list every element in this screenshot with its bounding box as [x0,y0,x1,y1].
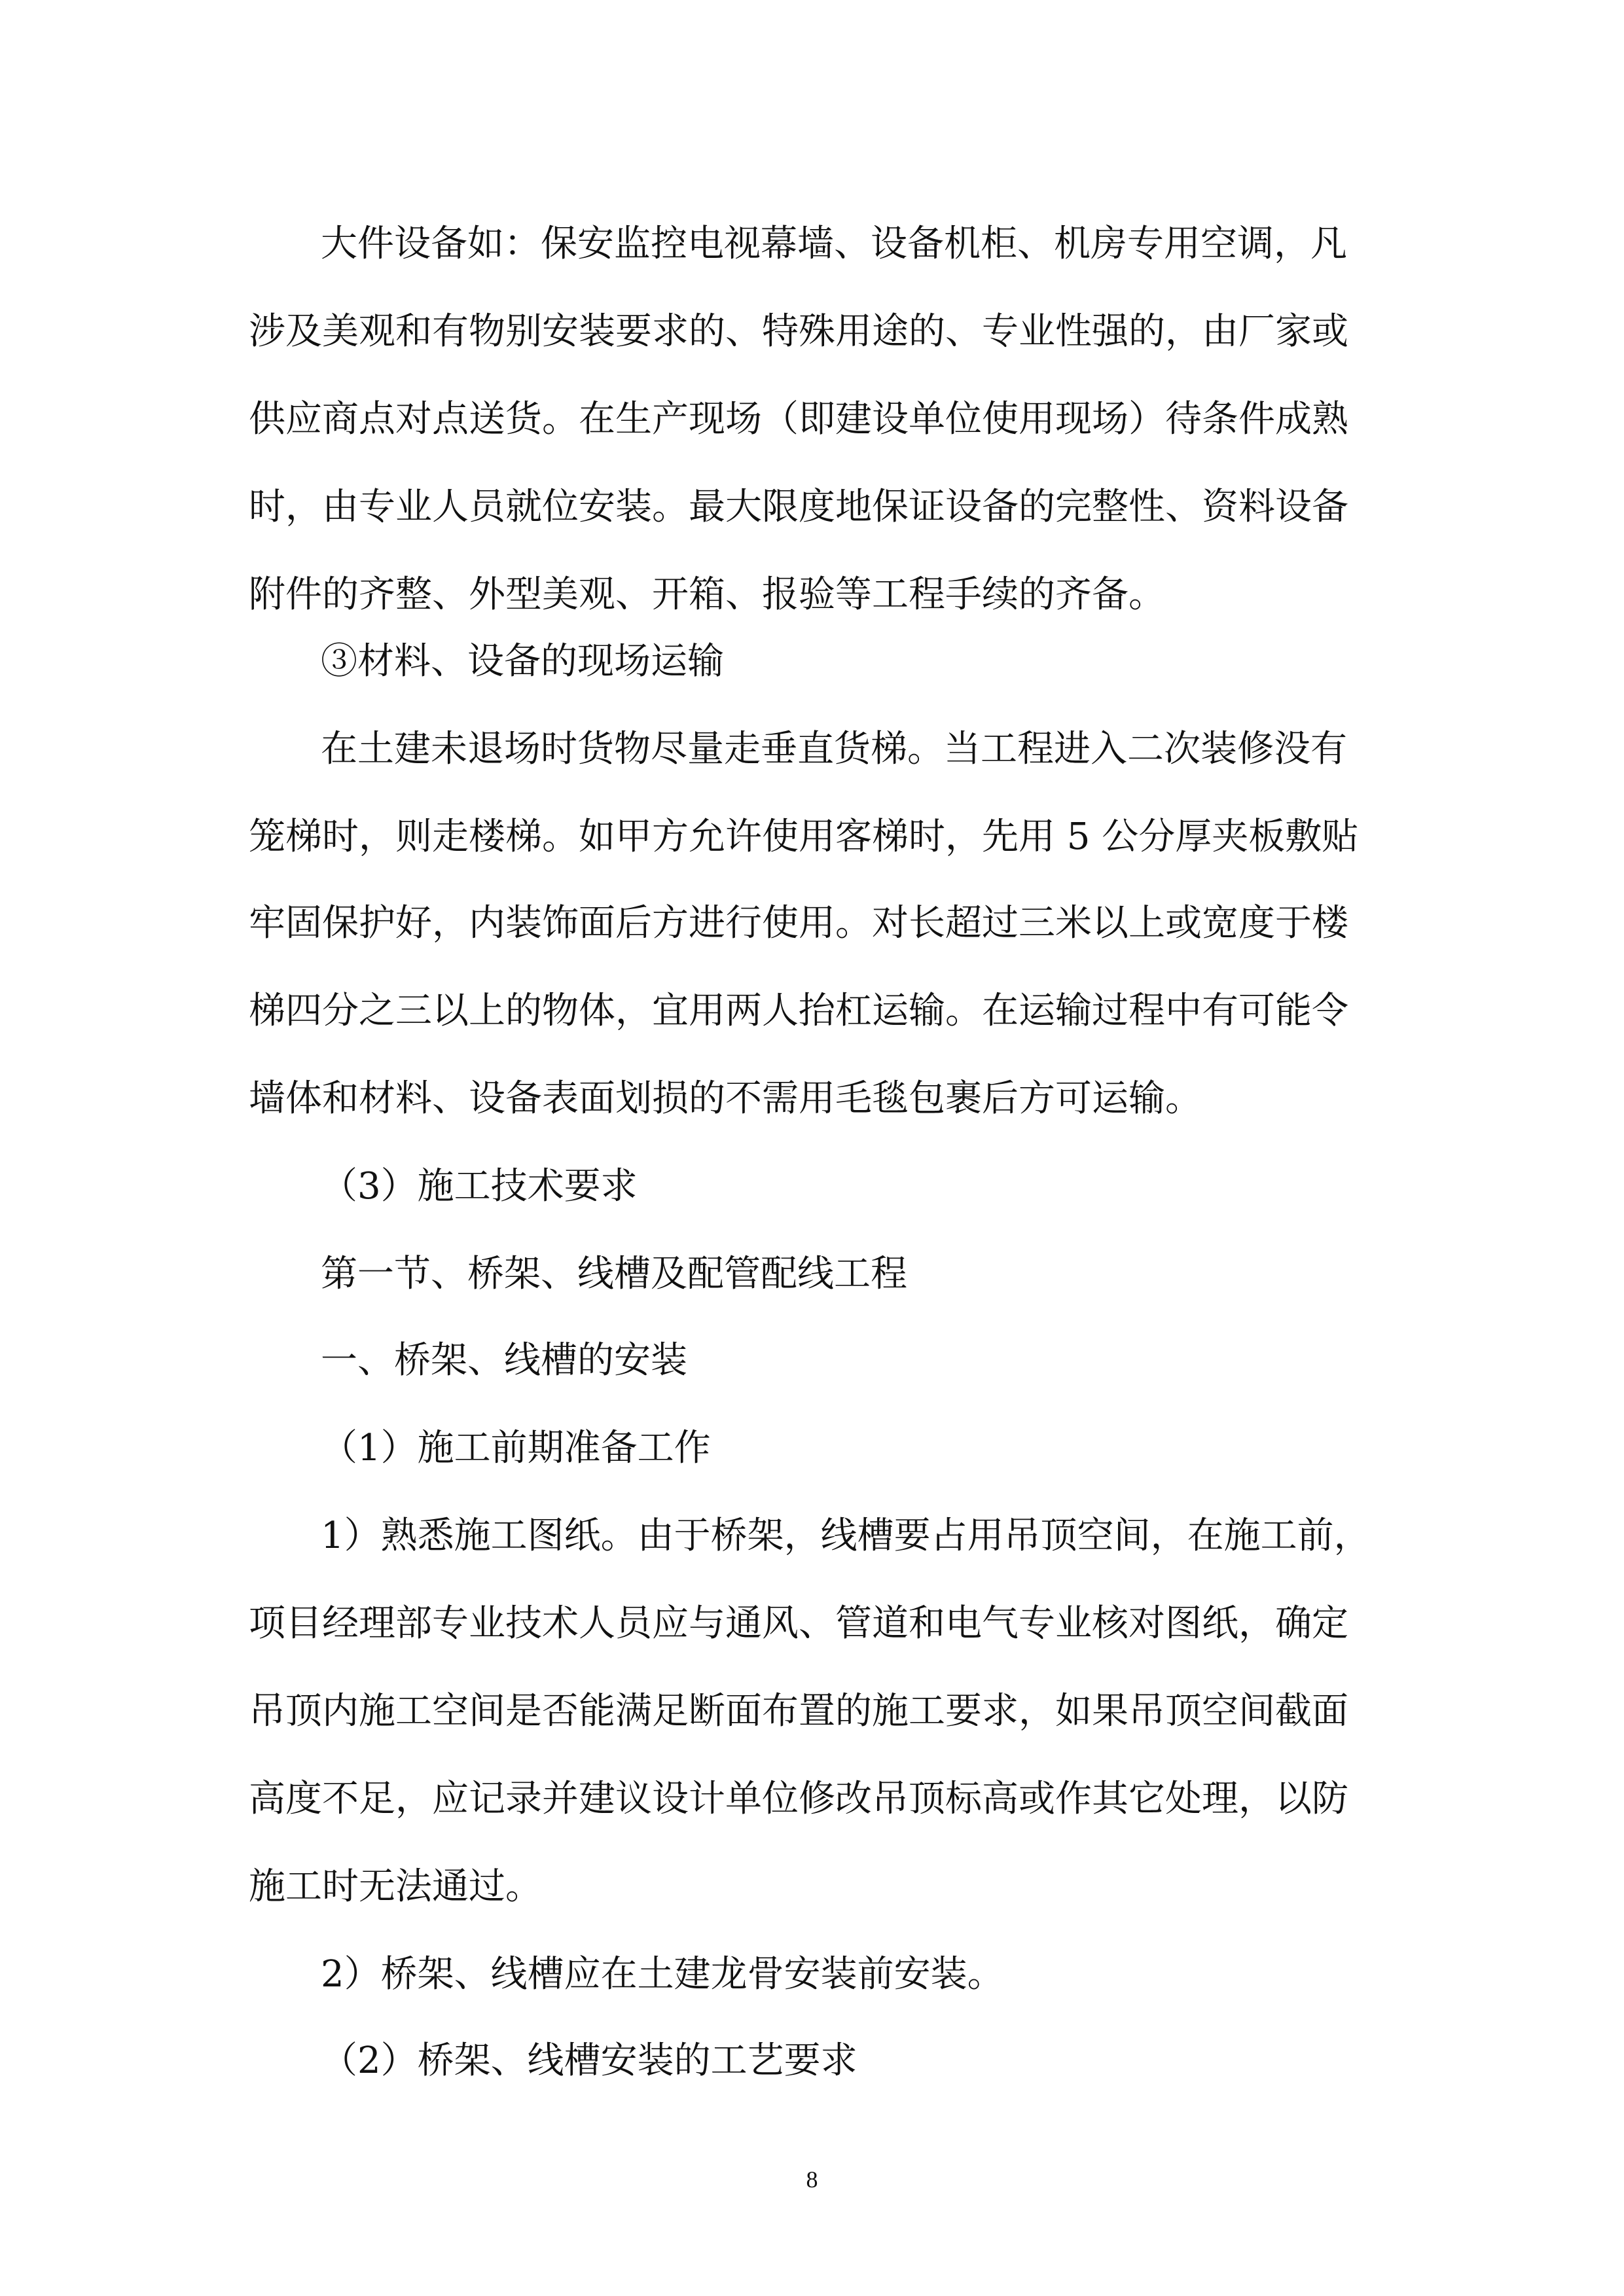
text-line: 牢固保护好，内装饰面后方进行使用。对长超过三米以上或宽度于楼 [249,902,1348,944]
text-line: 项目经理部专业技术人员应与通风、管道和电气专业核对图纸，确定 [249,1602,1348,1645]
page-number: 8 [806,2166,818,2193]
text-line: 高度不足，应记录并建议设计单位修改吊顶标高或作其它处理，以防 [249,1778,1348,1820]
text-line: 大件设备如：保安监控电视幕墙、设备机柜、机房专用空调，凡 [321,223,1347,265]
text-line: 吊顶内施工空间是否能满足断面布置的施工要求，如果吊顶空间截面 [249,1690,1348,1732]
text-line: 在土建未退场时货物尽量走垂直货梯。当工程进入二次装修没有 [321,728,1347,770]
text-line: 墙体和材料、设备表面划损的不需用毛毯包裹后方可运输。 [249,1077,1202,1120]
section-heading: （3）施工技术要求 [321,1165,638,1208]
section-heading: 一、桥架、线槽的安装 [321,1339,687,1382]
text-line: 供应商点对点送货。在生产现场（即建设单位使用现场）待条件成熟 [249,398,1348,440]
subsection-heading: （1）施工前期准备工作 [321,1427,711,1469]
text-line: 附件的齐整、外型美观、开箱、报验等工程手续的齐备。 [249,573,1165,616]
text-line: 笼梯时，则走楼梯。如甲方允许使用客梯时，先用 5 公分厚夹板敷贴 [249,816,1359,858]
subsection-heading: （2）桥架、线槽安装的工艺要求 [321,2039,857,2082]
subheading: ③材料、设备的现场运输 [321,640,724,683]
text-line: 2）桥架、线槽应在土建龙骨安装前安装。 [321,1953,1004,1996]
text-line: 涉及美观和有物别安装要求的、特殊用途的、专业性强的，由厂家或 [249,310,1348,353]
text-line: 施工时无法通过。 [249,1865,542,1908]
text-line: 时，由专业人员就位安装。最大限度地保证设备的完整性、资料设备 [249,486,1348,528]
text-line: 梯四分之三以上的物体，宜用两人抬杠运输。在运输过程中有可能令 [249,990,1348,1032]
section-heading: 第一节、桥架、线槽及配管配线工程 [321,1253,907,1295]
text-line: 1）熟悉施工图纸。由于桥架，线槽要占用吊顶空间，在施工前， [321,1515,1371,1557]
